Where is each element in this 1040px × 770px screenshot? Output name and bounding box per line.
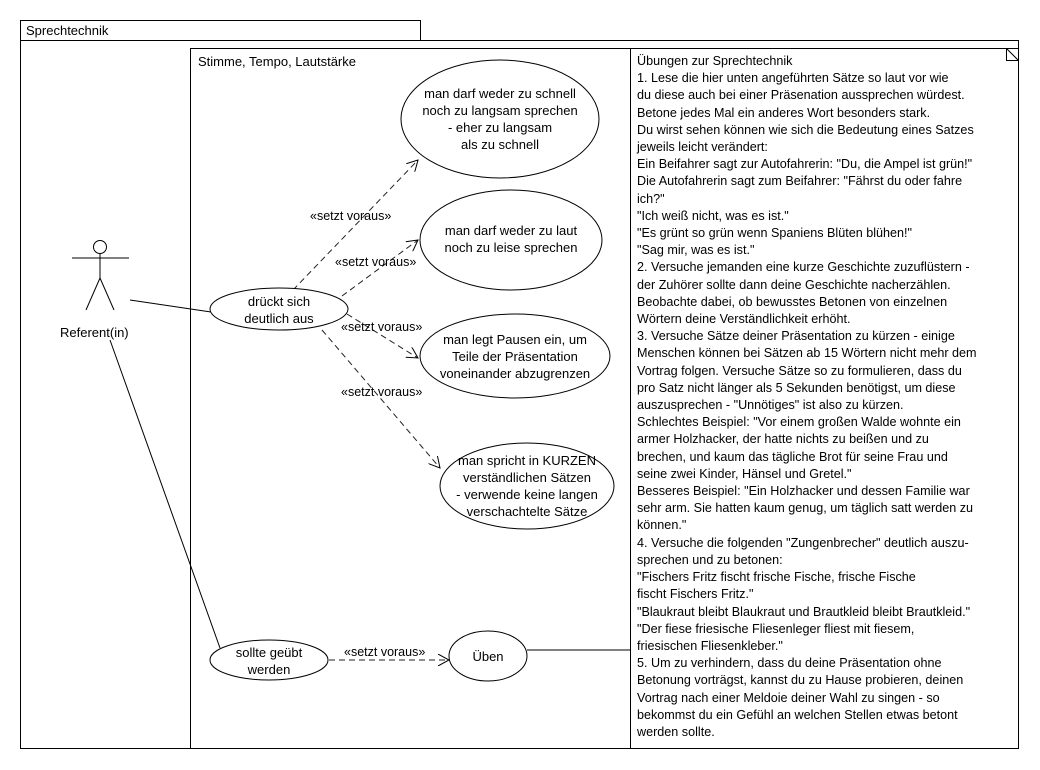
note-line: "Fischers Fritz fischt frische Fische, frische Fische [637, 570, 916, 585]
note-line: Besseres Beispiel: "Ein Holzhacker und dessen Familie war [637, 484, 970, 499]
note-line: Vortrag nach einer Meldoie deiner Wahl zu singen - so [637, 690, 940, 705]
label-line: Teile der Präsentation [452, 349, 578, 364]
use-case-geuebt-label [210, 644, 328, 678]
note-line: 2. Versuche jemanden eine kurze Geschichte zuzuflüstern - [637, 260, 970, 275]
note-line: friesischen Fliesenkleber." [637, 638, 783, 653]
label-line: voneinander abzugrenzen [439, 366, 591, 381]
stereotype-label: «setzt voraus» [310, 209, 392, 223]
label-line: drückt sich [247, 294, 311, 309]
note-line: Betone jedes Mal ein anderes Wort besonders stark. [637, 105, 931, 120]
note-line: Ein Beifahrer sagt zur Autofahrerin: "Du, die Ampel ist grün!" [637, 157, 973, 172]
dependency-to-tempo[interactable] [293, 160, 418, 290]
note-title: Übungen zur Sprechtechnik [637, 54, 793, 68]
note-line: auszusprechen - "Unnötiges" ist also zu kürzen. [637, 398, 904, 413]
label-line: sollte geübt [235, 645, 303, 660]
note-line: Du wirst sehen können wie sich die Bedeutung eines Satzes [637, 122, 974, 137]
label-line: man darf weder zu laut [444, 223, 578, 238]
note-line: bekommst du ein Gefühl an welchen Stellen etwas betont [637, 707, 958, 722]
note-line: "Der fiese friesische Fliesenleger fliest mit fiesem, [637, 621, 915, 636]
label-line: noch zu leise sprechen [444, 240, 578, 255]
label-line: verständlichen Sätzen [463, 470, 591, 485]
note-line: seine zwei Kinder, Hänsel und Gretel." [637, 466, 852, 481]
system-boundary-title: Stimme, Tempo, Lautstärke [198, 54, 356, 69]
label-line: verschachtelte Sätze [466, 504, 588, 519]
note-line: Die Autofahrerin sagt zum Beifahrer: "Fährst du oder fahre [637, 174, 963, 189]
note-line: "Sag mir, was es ist." [637, 243, 755, 258]
note-line: du diese auch bei einer Präsenation aussprechen würdest. [637, 88, 965, 103]
note-line: brechen, und kaum das tägliche Brot für seine Frau und [637, 449, 948, 464]
note-line: jeweils leicht verändert: [637, 140, 768, 155]
label-line: noch zu langsam sprechen [422, 103, 578, 118]
use-case-drueckt-label [210, 293, 348, 327]
frame-title: Sprechtechnik [26, 23, 109, 38]
note-line: der Zuhörer sollte dann deine Geschichte nacherzählen. [637, 277, 951, 292]
use-case-tempo-label [400, 85, 600, 153]
stereotype-label: «setzt voraus» [344, 645, 426, 659]
note-line: Wörtern deine Verständlichkeit erhöht. [637, 312, 851, 327]
note-line: 1. Lese die hier unten angeführten Sätze so laut vor wie [637, 71, 949, 86]
note-line: armer Holzhacker, der hatte nichts zu beißen und zu [637, 432, 929, 447]
association-actor-geuebt[interactable] [110, 340, 220, 648]
note-line: sprechen und zu betonen: [637, 552, 783, 567]
stereotype-label: «setzt voraus» [341, 385, 423, 399]
stereotype-label: «setzt voraus» [335, 255, 417, 269]
note-line: 4. Versuche die folgenden "Zungenbrecher" deutlich auszu- [637, 535, 969, 550]
note-line: Schlechtes Beispiel: "Vor einem großen Walde wohnte ein [637, 415, 961, 430]
note-line: werden sollte. [637, 724, 715, 739]
note-line: "Es grünt so grün wenn Spaniens Blüten blühen!" [637, 226, 912, 241]
label-line: werden [247, 662, 291, 677]
note-line: Beobachte dabei, ob bewusstes Betonen von einzelnen [637, 294, 948, 309]
label-line: man darf weder zu schnell [424, 86, 576, 101]
label-line: - verwende keine langen [456, 487, 598, 502]
note-line: sehr arm. Sie hatten kaum genug, um täglich satt werden zu [637, 501, 974, 516]
actor-label: Referent(in) [60, 325, 129, 340]
note-line: Betonung vorträgst, kannst du zu Hause probieren, deinen [637, 673, 964, 688]
note-line: Menschen können bei Sätzen ab 15 Wörtern nicht mehr dem [637, 346, 977, 361]
label-line: - eher zu langsam [447, 120, 553, 135]
stick-figure-icon[interactable] [72, 241, 129, 311]
label-line: als zu schnell [460, 137, 540, 152]
use-case-ueben-label [449, 648, 527, 665]
note-line: pro Satz nicht länger als 5 Sekunden benötigst, um diese [637, 380, 956, 395]
label-line: man legt Pausen ein, um [443, 332, 587, 347]
note-line: können." [637, 518, 687, 533]
note-line: "Ich weiß nicht, was es ist." [637, 208, 789, 223]
use-case-lautstaerke-label [420, 222, 602, 256]
label-line: Üben [472, 649, 504, 664]
note-line: 5. Um zu verhindern, dass du deine Präsentation ohne [637, 656, 942, 671]
note-line: Vortrag folgen. Versuche Sätze so zu formulieren, dass du [637, 363, 962, 378]
label-line: man spricht in KURZEN [458, 453, 596, 468]
note-line: 3. Versuche Sätze deiner Präsentation zu kürzen - einige [637, 329, 955, 344]
note-line: fischt Fischers Fritz." [637, 587, 754, 602]
note-line: ich?" [637, 191, 665, 206]
association-actor-drueckt[interactable] [130, 300, 211, 312]
label-line: deutlich aus [244, 311, 314, 326]
note-text [637, 53, 1012, 741]
use-case-pausen-label [420, 331, 610, 382]
use-case-kurze-saetze-label [440, 452, 614, 520]
stereotype-label: «setzt voraus» [341, 320, 423, 334]
note-line: "Blaukraut bleibt Blaukraut und Brautkleid bleibt Brautkleid." [637, 604, 971, 619]
